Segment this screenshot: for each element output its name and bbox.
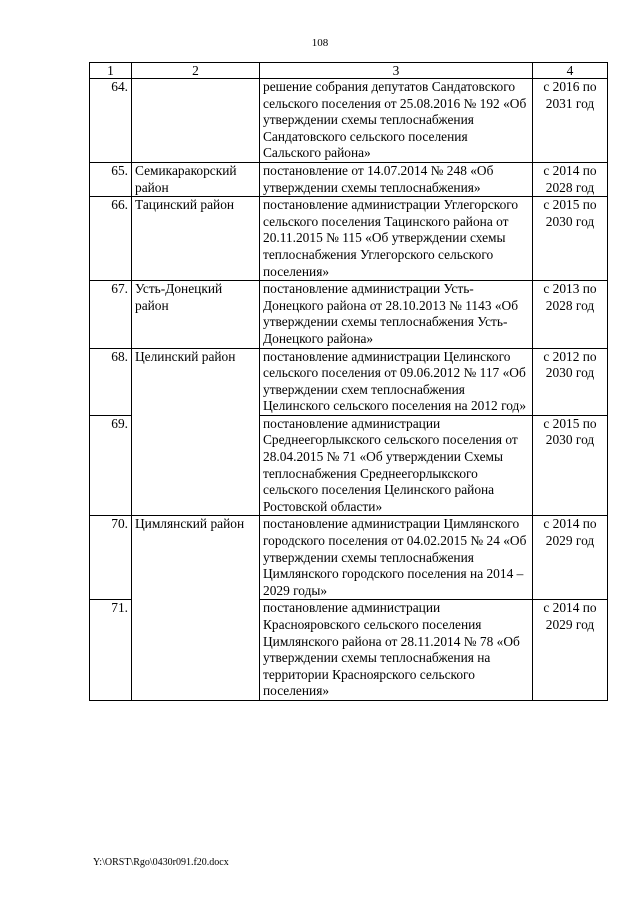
district-cell: Семикаракорский район [132, 162, 260, 196]
row-number: 64. [90, 79, 132, 163]
row-number: 67. [90, 281, 132, 348]
table-row [90, 79, 608, 163]
row-number: 65. [90, 162, 132, 196]
document-cell: постановление администрации Цимлянского городского поселения от 04.02.2015 № 24 «Об утверждении схемы теплоснабжения Цимлянского городского поселения на 2014 – 2029 годы» [260, 516, 533, 600]
document-cell: постановление администрации Углегорского сельского поселения Тацинского района от 20.11.2015 № 115 «Об утверждении схемы теплоснабжения Углегорского сельского поселения» [260, 197, 533, 281]
period-cell: с 2012 по 2030 год [533, 348, 608, 415]
header-col-4: 4 [533, 63, 608, 79]
district-cell [132, 79, 260, 163]
table-row [90, 281, 608, 348]
period-cell: с 2016 по 2031 год [533, 79, 608, 163]
table-row [90, 197, 608, 281]
district-cell: Усть-Донецкий район [132, 281, 260, 348]
header-col-1: 1 [90, 63, 132, 79]
document-cell: постановление администрации Целинского сельского поселения от 09.06.2012 № 117 «Об утверждении схем теплоснабжения Целинского сельского поселения на 2012 год» [260, 348, 533, 415]
period-cell: с 2013 по 2028 год [533, 281, 608, 348]
period-cell: с 2015 по 2030 год [533, 197, 608, 281]
document-cell: постановление от 14.07.2014 № 248 «Об утверждении схемы теплоснабжения» [260, 162, 533, 196]
table-row [90, 162, 608, 196]
document-cell: постановление администрации Среднеегорлыкского сельского поселения от 28.04.2015 № 71 «Об утверждении Схемы теплоснабжения Среднеегорлыкского сельского поселения Целинского района Ростовской области» [260, 415, 533, 516]
row-number: 68. [90, 348, 132, 415]
document-cell: решение собрания депутатов Сандатовского сельского поселения от 25.08.2016 № 192 «Об утверждении схемы теплоснабжения Сандатовского сельского поселения Сальского района» [260, 79, 533, 163]
district-cell: Цимлянский район [132, 516, 260, 701]
page-number: 108 [311, 37, 329, 49]
header-col-2: 2 [132, 63, 260, 79]
period-cell: с 2014 по 2028 год [533, 162, 608, 196]
heat-supply-schemes-table [89, 62, 608, 701]
district-cell: Целинский район [132, 348, 260, 516]
period-cell: с 2014 по 2029 год [533, 516, 608, 600]
period-cell: с 2014 по 2029 год [533, 600, 608, 701]
file-path-footer: Y:\ORST\Rgo\0430r091.f20.docx [93, 857, 229, 868]
header-row [90, 63, 608, 79]
row-number: 66. [90, 197, 132, 281]
header-col-3: 3 [260, 63, 533, 79]
period-cell: с 2015 по 2030 год [533, 415, 608, 516]
row-number: 71. [90, 600, 132, 701]
row-number: 70. [90, 516, 132, 600]
document-cell: постановление администрации Краснояровского сельского поселения Цимлянского района от 28.11.2014 № 78 «Об утверждении схемы теплоснабжения на территории Красноярского сельского поселения» [260, 600, 533, 701]
district-cell: Тацинский район [132, 197, 260, 281]
row-number: 69. [90, 415, 132, 516]
document-cell: постановление администрации Усть-Донецкого района от 28.10.2013 № 1143 «Об утверждении схемы теплоснабжения Усть-Донецкого района» [260, 281, 533, 348]
table-row [90, 516, 608, 600]
table-row [90, 348, 608, 415]
